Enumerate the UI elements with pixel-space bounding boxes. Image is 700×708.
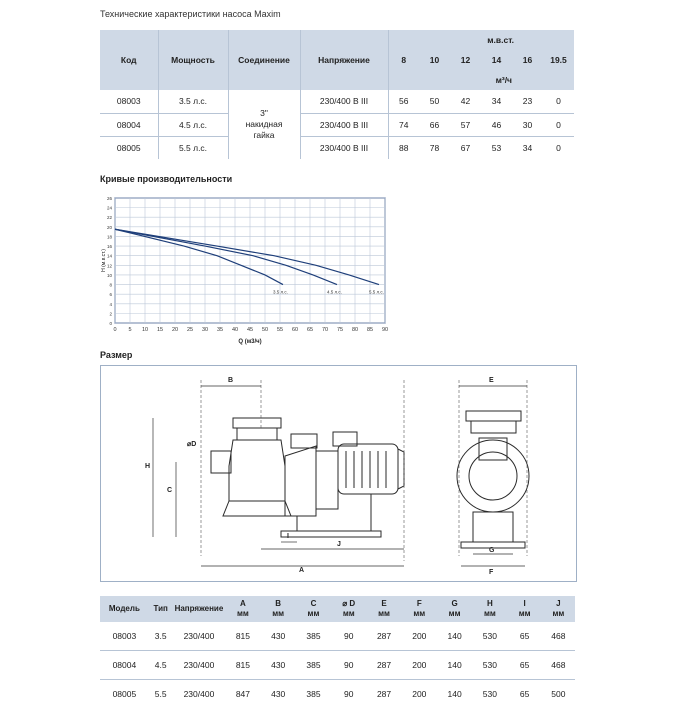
connection-line: 3" [229,108,300,119]
x-tick-label: 45 [247,327,253,333]
dim-cell: 4.5 [149,651,173,680]
dim-cell: 230/400 [173,622,226,651]
dims-header-unit: мм [543,609,574,619]
y-tick-label: 4 [109,302,112,307]
pump-drawing-svg [101,366,576,581]
x-tick-label: 70 [322,327,328,333]
dim-cell: 385 [296,680,331,708]
flow-cell: 30 [512,113,543,136]
dims-header-unit: мм [226,609,259,619]
strainer-body [229,440,285,501]
head-value: 14 [481,50,512,70]
x-tick-label: 30 [202,327,208,333]
dims-header-letter: F [403,599,436,609]
dim-cell: 815 [225,622,260,651]
head-value: 10 [419,50,450,70]
curves-title: Кривые производительности [100,174,232,184]
label-g: G [489,547,495,554]
head-value: 12 [450,50,481,70]
dims-header-e [366,596,401,622]
model-cell: 08005 [100,680,149,708]
y-tick-label: 26 [107,196,113,201]
dims-header-letter: G [438,599,471,609]
dim-cell: 65 [508,651,542,680]
y-tick-label: 18 [107,234,113,239]
code-cell: 08003 [100,90,158,113]
label-f: F [489,569,494,576]
x-tick-label: 60 [292,327,298,333]
x-tick-label: 90 [382,327,388,333]
dim-cell: 230/400 [173,651,226,680]
y-tick-label: 2 [109,311,112,316]
table-row [100,136,574,159]
x-tick-label: 10 [142,327,148,333]
dim-cell: 230/400 [173,680,226,708]
dims-header-letter: I [509,599,541,609]
dims-header-model: Модель [100,596,149,622]
dims-header-a [225,596,260,622]
connection-line: гайка [229,130,300,141]
front-motor [457,440,529,512]
flow-cell: 57 [450,113,481,136]
dim-cell: 847 [225,680,260,708]
label-c: C [167,487,172,494]
voltage-cell: 230/400 В III [300,90,388,113]
dim-cell: 430 [261,651,296,680]
flow-cell: 88 [388,136,419,159]
flow-cell: 67 [450,136,481,159]
flow-cell: 0 [543,90,574,113]
dims-header-letter: J [543,599,574,609]
dim-cell: 430 [261,622,296,651]
dimension-drawing [100,365,577,582]
x-tick-label: 75 [337,327,343,333]
dim-cell: 385 [296,651,331,680]
head-value: 16 [512,50,543,70]
dim-cell: 90 [331,622,366,651]
y-tick-label: 24 [107,206,113,211]
header-head-unit: м.в.ст. [388,30,574,50]
performance-chart-svg [100,190,400,355]
x-tick-label: 50 [262,327,268,333]
y-tick-label: 6 [109,292,112,297]
pump-volute [285,446,316,516]
y-tick-label: 8 [109,283,112,288]
dims-header-d [331,596,366,622]
dims-header-letter: B [262,599,295,609]
dim-cell: 90 [331,651,366,680]
dim-cell: 200 [402,622,437,651]
dims-header-unit: мм [509,609,541,619]
dims-header-h [472,596,507,622]
front-ring [471,421,516,433]
table-row [100,622,575,651]
label-j: J [337,541,341,548]
dim-cell: 140 [437,622,472,651]
dims-header-letter: ⌀ D [332,599,365,609]
dim-cell: 287 [366,622,401,651]
voltage-cell: 230/400 В III [300,136,388,159]
power-cell: 4.5 л.с. [158,113,228,136]
header-code: Код [100,30,158,90]
dim-cell: 815 [225,651,260,680]
label-i: I [287,533,289,540]
x-tick-label: 35 [217,327,223,333]
dims-header-unit: мм [332,609,365,619]
label-h: H [145,463,150,470]
x-tick-label: 85 [367,327,373,333]
dim-cell: 140 [437,680,472,708]
flow-cell: 34 [481,90,512,113]
dim-cell: 200 [402,651,437,680]
dim-cell: 140 [437,651,472,680]
header-voltage: Напряжение [300,30,388,90]
dim-cell: 468 [542,651,575,680]
strainer-ring [237,428,277,440]
dimensions-table [100,596,575,708]
model-cell: 08004 [100,651,149,680]
x-tick-label: 0 [113,327,116,333]
dims-header-letter: A [226,599,259,609]
inlet-pipe [211,451,231,473]
dims-header-unit: мм [403,609,436,619]
x-tick-label: 15 [157,327,163,333]
dims-header-letter: E [367,599,400,609]
dims-header-b [261,596,296,622]
flow-cell: 74 [388,113,419,136]
dim-cell: 287 [366,651,401,680]
dims-header-unit: мм [262,609,295,619]
connection-cell [228,90,300,159]
label-e: E [489,377,494,384]
dim-cell: 200 [402,680,437,708]
y-tick-label: 22 [107,215,113,220]
motor-body [338,444,398,494]
dims-header-unit: мм [473,609,506,619]
table-row [100,680,575,708]
dim-cell: 468 [542,622,575,651]
power-cell: 3.5 л.с. [158,90,228,113]
dims-header-c [296,596,331,622]
dims-header-type: Тип [149,596,173,622]
strainer-lid [233,418,281,428]
dim-cell: 500 [542,680,575,708]
y-tick-label: 16 [107,244,113,249]
label-d: ⌀D [187,441,196,448]
strainer-base [223,501,291,516]
base-foot [281,531,381,537]
dim-cell: 385 [296,622,331,651]
dim-cell: 530 [472,680,507,708]
voltage-cell: 230/400 В III [300,113,388,136]
table-row [100,90,574,113]
dims-header-unit: мм [438,609,471,619]
dim-cell: 530 [472,651,507,680]
head-value: 19.5 [543,50,574,70]
y-tick-label: 10 [107,273,113,278]
dim-cell: 287 [366,680,401,708]
x-tick-label: 80 [352,327,358,333]
label-b: B [228,377,233,384]
dims-body [100,622,575,708]
code-cell: 08005 [100,136,158,159]
table-row [100,651,575,680]
dim-cell: 65 [508,622,542,651]
dims-header-j [542,596,575,622]
y-tick-label: 12 [107,263,113,268]
series-label: 4.5 л.с. [327,290,342,295]
dims-header-voltage: Напряжение [173,596,226,622]
flow-cell: 0 [543,136,574,159]
dim-cell: 5.5 [149,680,173,708]
dim-cell: 3.5 [149,622,173,651]
front-lid [466,411,521,421]
flow-cell: 66 [419,113,450,136]
dims-header-unit: мм [297,609,330,619]
performance-chart [100,190,400,355]
size-title: Размер [100,350,132,360]
x-tick-label: 40 [232,327,238,333]
header-flow-unit: м³/ч [388,70,574,90]
spec-table [100,30,574,159]
flow-cell: 42 [450,90,481,113]
dims-header-f [402,596,437,622]
head-value: 8 [388,50,419,70]
x-tick-label: 5 [128,327,131,333]
dims-header-g [437,596,472,622]
y-tick-label: 0 [109,321,112,326]
x-tick-label: 65 [307,327,313,333]
flow-cell: 78 [419,136,450,159]
dim-cell: 430 [261,680,296,708]
document-title: Технические характеристики насоса Maxim [100,9,281,19]
y-axis-label: H (м.в.ст.) [101,249,107,272]
series-label: 5.5 л.с. [369,290,384,295]
connection-line: накидная [229,119,300,130]
y-tick-label: 20 [107,225,113,230]
flow-cell: 34 [512,136,543,159]
front-base [473,512,513,542]
label-a: A [299,567,304,574]
header-connection: Соединение [228,30,300,90]
flow-cell: 50 [419,90,450,113]
flow-cell: 53 [481,136,512,159]
power-cell: 5.5 л.с. [158,136,228,159]
x-tick-label: 55 [277,327,283,333]
x-tick-label: 25 [187,327,193,333]
motor-fan-cover [398,449,404,489]
outlet-pipe [291,434,317,448]
dims-header-unit: мм [367,609,400,619]
x-tick-label: 20 [172,327,178,333]
dim-cell: 65 [508,680,542,708]
flow-cell: 46 [481,113,512,136]
flow-cell: 23 [512,90,543,113]
x-axis-label: Q (м3/ч) [238,339,261,345]
flow-cell: 0 [543,113,574,136]
dims-header-i [508,596,542,622]
code-cell: 08004 [100,113,158,136]
dims-header-letter: H [473,599,506,609]
dim-cell: 90 [331,680,366,708]
header-power: Мощность [158,30,228,90]
pump-base [297,494,371,531]
y-tick-label: 14 [107,254,113,259]
dim-cell: 530 [472,622,507,651]
dims-header-letter: C [297,599,330,609]
series-label: 3.5 л.с. [273,290,288,295]
table-row [100,113,574,136]
motor-flange [316,451,338,509]
flow-cell: 56 [388,90,419,113]
model-cell: 08003 [100,622,149,651]
